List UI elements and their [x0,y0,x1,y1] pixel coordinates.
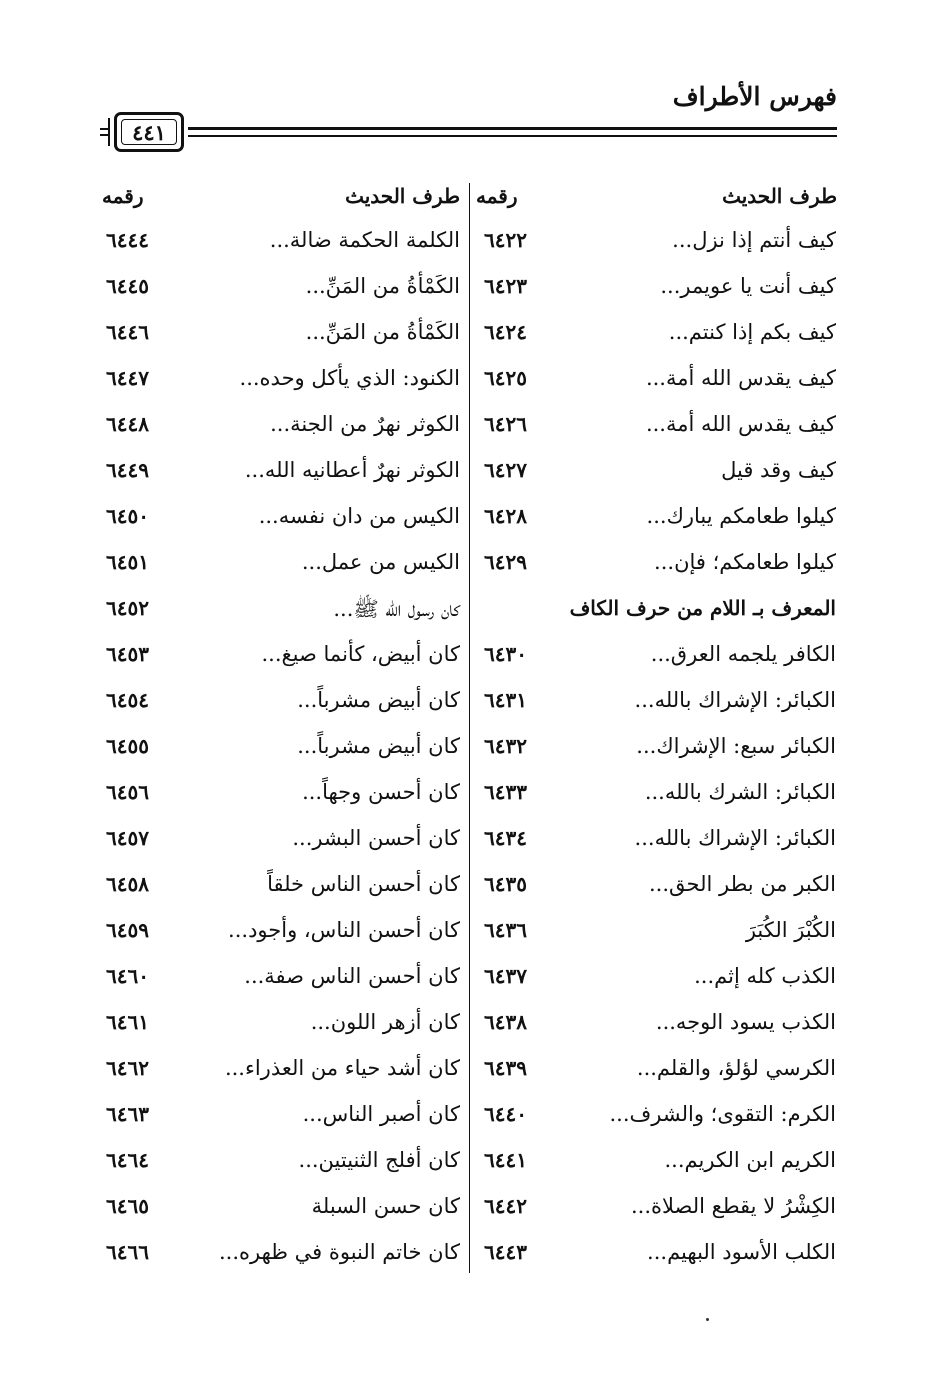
page-number-frame [114,112,184,152]
hadith-number: ٦٤٣٦ [484,918,527,942]
hadith-incipit: كان خاتم النبوة في ظهره... [218,1240,460,1264]
hadith-number: ٦٤٥٦ [106,780,149,804]
column-separator [469,183,470,1273]
index-entry-row [100,542,466,588]
index-entry-row [476,1002,842,1048]
section-heading: المعرف بـ اللام من حرف الكاف [569,596,836,620]
hadith-number: ٦٤٣٢ [484,734,527,758]
index-entry-row [100,1048,466,1094]
index-entry-row [476,1232,842,1278]
index-entry-row [476,404,842,450]
hadith-number: ٦٤٢٣ [484,274,527,298]
index-entry-row [476,956,842,1002]
hadith-number: ٦٤٦٥ [106,1194,149,1218]
right-column-header-number: رقمه [476,184,518,208]
hadith-incipit: الكبائر سبع: الإشراك... [636,734,836,758]
hadith-number: ٦٤٢٢ [484,228,527,252]
hadith-incipit: كان أزهر اللون... [310,1010,460,1034]
hadith-incipit: الكبائر: الإشراك بالله... [634,688,836,712]
hadith-incipit: كان أصبر الناس... [302,1102,460,1126]
index-entry-row [100,726,466,772]
hadith-incipit: كيف وقد قيل [721,458,836,482]
hadith-incipit: الكرسي لؤلؤ، والقلم... [636,1056,836,1080]
hadith-number: ٦٤٤٦ [106,320,149,344]
hadith-incipit: الكِشْرُ لا يقطع الصلاة... [630,1194,836,1218]
hadith-incipit: كيف يقدس الله أمة... [645,412,836,436]
hadith-number: ٦٤٢٧ [484,458,527,482]
hadith-number: ٦٤٦٠ [106,964,149,988]
hadith-number: ٦٤٥٥ [106,734,149,758]
hadith-number: ٦٤٤١ [484,1148,527,1172]
index-entry-row [100,220,466,266]
index-entry-row [476,864,842,910]
index-entry-row [476,1140,842,1186]
index-entry-row [100,818,466,864]
hadith-incipit: الكبائر: الإشراك بالله... [634,826,836,850]
section-heading-row [476,588,842,634]
page-number: ٤٤١ [121,119,177,145]
index-entry-row [100,404,466,450]
index-entry-row [476,772,842,818]
index-entry-row [476,680,842,726]
index-entry-row [100,910,466,956]
index-entry-row [100,1094,466,1140]
hadith-incipit: الكبائر: الشرك بالله... [644,780,836,804]
index-entry-row [476,1186,842,1232]
hadith-number: ٦٤٤٣ [484,1240,527,1264]
left-column-list [100,220,466,1278]
hadith-number: ٦٤٣٨ [484,1010,527,1034]
hadith-incipit: كان رسول الله ﷺ... [333,597,460,621]
index-entry-row [100,266,466,312]
index-entry-row [476,1048,842,1094]
hadith-incipit: كان حسن السبلة [311,1194,460,1218]
hadith-number: ٦٤٤٨ [106,412,149,436]
hadith-number: ٦٤٢٦ [484,412,527,436]
hadith-incipit: الكلمة الحكمة ضالة... [269,228,460,252]
running-title: فهرس الأطراف [672,82,837,111]
hadith-number: ٦٤٤٤ [106,228,149,252]
hadith-number: ٦٤٣٥ [484,872,527,896]
left-column-header-number: رقمه [102,184,144,208]
hadith-incipit: كان أحسن وجهاً... [302,780,460,804]
index-entry-row [100,772,466,818]
hadith-incipit: الكيس من عمل... [301,550,460,574]
hadith-incipit: كان أبيض مشرباً... [297,688,460,712]
hadith-number: ٦٤٤٢ [484,1194,527,1218]
index-entry-row [476,312,842,358]
left-column-header-text: طرف الحديث [345,184,460,208]
index-entry-row [100,1140,466,1186]
index-entry-row [476,910,842,956]
hadith-incipit: الكافر يلجمه العرق... [650,642,836,666]
hadith-incipit: كان أحسن الناس، وأجود... [228,918,460,942]
index-entry-row [100,1186,466,1232]
hadith-number: ٦٤٢٤ [484,320,527,344]
right-column-list [476,220,842,1278]
hadith-number: ٦٤٥٣ [106,642,149,666]
hadith-incipit: الكرم: التقوى؛ والشرف... [609,1102,836,1126]
hadith-incipit: كان أحسن الناس خلقاً [267,872,460,896]
hadith-number: ٦٤٤٩ [106,458,149,482]
hadith-number: ٦٤٦٣ [106,1102,149,1126]
index-entry-row [476,726,842,772]
index-entry-row [476,542,842,588]
hadith-number: ٦٤٢٥ [484,366,527,390]
hadith-number: ٦٤٥٨ [106,872,149,896]
hadith-number: ٦٤٤٧ [106,366,149,390]
index-entry-row [100,634,466,680]
index-entry-row [100,450,466,496]
hadith-number: ٦٤٢٨ [484,504,527,528]
index-entry-row [100,1002,466,1048]
hadith-incipit: الكنود: الذي يأكل وحده... [239,366,460,390]
header-rule-top [188,127,837,130]
hadith-number: ٦٤٥٩ [106,918,149,942]
hadith-incipit: الكلب الأسود البهيم... [647,1240,836,1264]
hadith-number: ٦٤٣٠ [484,642,527,666]
hadith-incipit: الكيس من دان نفسه... [258,504,460,528]
hadith-incipit: كيف يقدس الله أمة... [645,366,836,390]
index-entry-row [476,1094,842,1140]
hadith-incipit: كان أحسن الناس صفة... [244,964,460,988]
hadith-incipit: الكُبْرَ الكُبَرَ [745,918,836,942]
hadith-incipit: الكذب كله إثم... [694,964,836,988]
hadith-number: ٦٤٤٠ [484,1102,527,1126]
index-entry-row [100,956,466,1002]
hadith-incipit: كيلوا طعامكم؛ فإن... [654,550,836,574]
index-entry-row [476,450,842,496]
index-entry-row [100,680,466,726]
hadith-incipit: الكبر من بطر الحق... [648,872,836,896]
hadith-incipit: الكَمْأةُ من المَنِّ... [305,320,460,344]
index-entry-row [100,588,466,634]
hadith-incipit: كان أبيض، كأنما صيغ... [261,642,460,666]
hadith-number: ٦٤٣٣ [484,780,527,804]
index-entry-row [476,220,842,266]
index-entry-row [476,266,842,312]
index-entry-row [100,864,466,910]
index-entry-row [100,312,466,358]
index-entry-row [476,496,842,542]
print-speck [706,1318,709,1321]
hadith-incipit: كان أشد حياء من العذراء... [224,1056,460,1080]
hadith-incipit: الكوثر نهرٌ من الجنة... [270,412,460,436]
hadith-incipit: الكريم ابن الكريم... [664,1148,836,1172]
hadith-number: ٦٤٥٧ [106,826,149,850]
hadith-number: ٦٤٢٩ [484,550,527,574]
hadith-number: ٦٤٣٧ [484,964,527,988]
index-entry-row [100,496,466,542]
hadith-number: ٦٤٥١ [106,550,149,574]
hadith-incipit: كيف أنتم إذا نزل... [672,228,836,252]
hadith-number: ٦٤٥٤ [106,688,149,712]
hadith-incipit: كان أبيض مشرباً... [297,734,460,758]
right-column-header-text: طرف الحديث [722,184,837,208]
hadith-number: ٦٤٥٠ [106,504,149,528]
hadith-number: ٦٤٦١ [106,1010,149,1034]
hadith-incipit: كان أفلج الثنيتين... [298,1148,460,1172]
hadith-incipit: الكذب يسود الوجه... [655,1010,836,1034]
header-rule-bottom [188,135,837,137]
hadith-number: ٦٤٦٢ [106,1056,149,1080]
hadith-incipit: كيف بكم إذا كنتم... [668,320,836,344]
hadith-number: ٦٤٦٤ [106,1148,149,1172]
hadith-incipit: الكَمْأةُ من المَنِّ... [305,274,460,298]
hadith-incipit: كيف أنت يا عويمر... [660,274,836,298]
hadith-number: ٦٤٣٤ [484,826,527,850]
index-entry-row [476,358,842,404]
hadith-incipit: الكوثر نهرٌ أعطانيه الله... [244,458,460,482]
hadith-number: ٦٤٦٦ [106,1240,149,1264]
hadith-incipit: كان أحسن البشر... [292,826,460,850]
index-entry-row [476,634,842,680]
hadith-incipit: كيلوا طعامكم يبارك... [646,504,836,528]
index-entry-row [100,1232,466,1278]
hadith-number: ٦٤٣١ [484,688,527,712]
hadith-number: ٦٤٣٩ [484,1056,527,1080]
hadith-number: ٦٤٤٥ [106,274,149,298]
index-entry-row [100,358,466,404]
index-entry-row [476,818,842,864]
hadith-number: ٦٤٥٢ [106,596,149,620]
